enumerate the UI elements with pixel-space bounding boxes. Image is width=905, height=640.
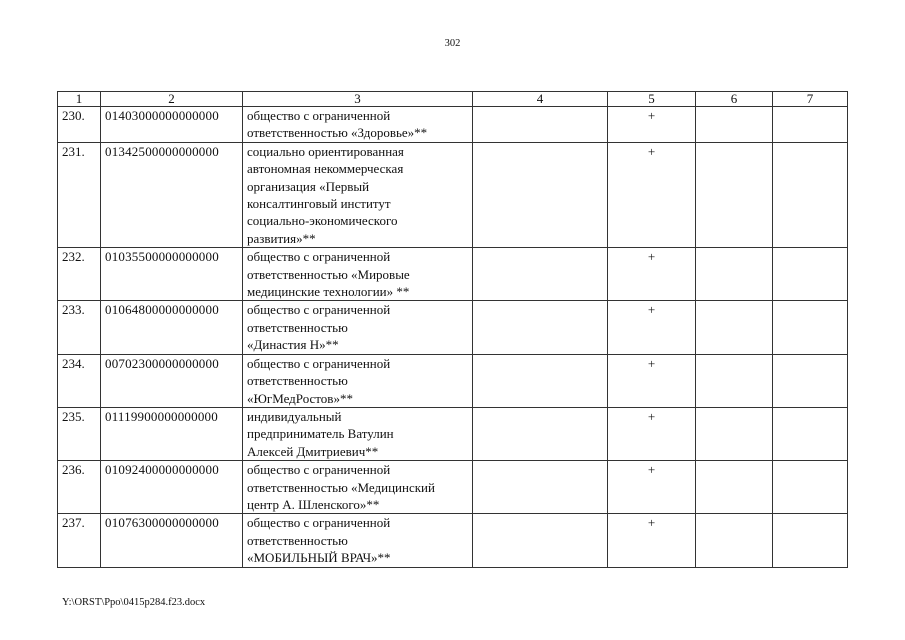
column-4-cell — [473, 301, 608, 354]
column-7-cell — [773, 142, 848, 247]
organization-name-line: общество с ограниченной — [247, 302, 391, 318]
plus-mark-cell: + — [608, 301, 696, 354]
column-4-cell — [473, 407, 608, 460]
column-4-cell — [473, 142, 608, 247]
row-number-cell: 237. — [58, 514, 101, 567]
organization-name-line: ответственностью «Мировые — [247, 266, 410, 282]
organization-name-line: автономная некоммерческая — [247, 161, 404, 177]
column-4-cell — [473, 248, 608, 301]
row-number-cell: 230. — [58, 107, 101, 143]
table-header-row — [58, 92, 848, 107]
column-6-cell — [696, 248, 773, 301]
organization-name-line: общество с ограниченной — [247, 108, 391, 123]
organization-name-cell — [243, 301, 473, 354]
organization-name-line: предприниматель Ватулин — [247, 426, 394, 442]
registry-code-cell: 01119900000000000 — [101, 407, 243, 460]
column-7-cell — [773, 301, 848, 354]
table-row — [58, 142, 848, 247]
organization-name-cell — [243, 514, 473, 567]
column-header-4: 4 — [473, 92, 608, 107]
plus-mark-cell: + — [608, 354, 696, 407]
column-7-cell — [773, 354, 848, 407]
table-row — [58, 301, 848, 354]
registry-table — [57, 91, 848, 568]
registry-code-cell: 00702300000000000 — [101, 354, 243, 407]
row-number-cell: 236. — [58, 461, 101, 514]
column-4-cell — [473, 354, 608, 407]
organization-name-line: центр А. Шленского»** — [247, 496, 380, 512]
plus-mark-cell: + — [608, 107, 696, 143]
row-number-cell: 233. — [58, 301, 101, 354]
organization-name-line: консалтинговый институт — [247, 196, 391, 212]
organization-name-line: ответственностью — [247, 373, 348, 389]
column-6-cell — [696, 354, 773, 407]
column-7-cell — [773, 407, 848, 460]
column-header-1: 1 — [58, 92, 101, 107]
registry-code-cell: 01403000000000000 — [101, 107, 243, 143]
registry-code-cell: 01076300000000000 — [101, 514, 243, 567]
column-header-3: 3 — [243, 92, 473, 107]
column-7-cell — [773, 461, 848, 514]
organization-name-line: ответственностью «Здоровье»** — [247, 125, 428, 141]
organization-name-line: «Династия Н»** — [247, 337, 339, 353]
registry-code-cell: 01064800000000000 — [101, 301, 243, 354]
table-row — [58, 514, 848, 567]
column-6-cell — [696, 142, 773, 247]
organization-name-cell — [243, 354, 473, 407]
row-number-cell: 235. — [58, 407, 101, 460]
row-number-cell: 231. — [58, 142, 101, 247]
column-6-cell — [696, 301, 773, 354]
column-7-cell — [773, 107, 848, 143]
column-4-cell — [473, 461, 608, 514]
table-row — [58, 107, 848, 143]
column-7-cell — [773, 514, 848, 567]
organization-name-line: ответственностью — [247, 532, 348, 548]
organization-name-line: общество с ограниченной — [247, 462, 391, 478]
column-header-5: 5 — [608, 92, 696, 107]
plus-mark-cell: + — [608, 142, 696, 247]
organization-name-line: общество с ограниченной — [247, 355, 391, 371]
organization-name-line: «МОБИЛЬНЫЙ ВРАЧ»** — [247, 550, 391, 566]
column-6-cell — [696, 407, 773, 460]
organization-name-cell — [243, 107, 473, 143]
organization-name-cell — [243, 461, 473, 514]
column-6-cell — [696, 107, 773, 143]
row-number-cell: 232. — [58, 248, 101, 301]
plus-mark-cell: + — [608, 461, 696, 514]
column-header-7: 7 — [773, 92, 848, 107]
column-6-cell — [696, 514, 773, 567]
organization-name-line: ответственностью — [247, 319, 348, 335]
column-7-cell — [773, 248, 848, 301]
organization-name-line: Алексей Дмитриевич** — [247, 443, 379, 459]
organization-name-cell — [243, 407, 473, 460]
organization-name-line: общество с ограниченной — [247, 515, 391, 531]
registry-code-cell: 01092400000000000 — [101, 461, 243, 514]
registry-code-cell: 01035500000000000 — [101, 248, 243, 301]
organization-name-line: «ЮгМедРостов»** — [247, 390, 353, 406]
organization-name-line: социально ориентированная — [247, 143, 404, 159]
organization-name-line: социально-экономического — [247, 213, 398, 229]
organization-name-line: ответственностью «Медицинский — [247, 479, 435, 495]
table-row — [58, 248, 848, 301]
organization-name-line: общество с ограниченной — [247, 249, 391, 265]
footer-file-path: Y:\ORST\Ppo\0415p284.f23.docx — [62, 597, 206, 608]
organization-name-line: организация «Первый — [247, 178, 370, 194]
organization-name-line: медицинские технологии» ** — [247, 284, 410, 300]
row-number-cell: 234. — [58, 354, 101, 407]
registry-code-cell: 01342500000000000 — [101, 142, 243, 247]
column-header-6: 6 — [696, 92, 773, 107]
organization-name-line: развития»** — [247, 230, 316, 246]
plus-mark-cell: + — [608, 248, 696, 301]
organization-name-cell — [243, 248, 473, 301]
organization-name-line: индивидуальный — [247, 408, 342, 424]
table-row — [58, 461, 848, 514]
column-header-2: 2 — [101, 92, 243, 107]
plus-mark-cell: + — [608, 514, 696, 567]
organization-name-cell — [243, 142, 473, 247]
column-4-cell — [473, 107, 608, 143]
column-6-cell — [696, 461, 773, 514]
page-number: 302 — [444, 38, 461, 49]
column-4-cell — [473, 514, 608, 567]
table-row — [58, 407, 848, 460]
plus-mark-cell: + — [608, 407, 696, 460]
table-row — [58, 354, 848, 407]
